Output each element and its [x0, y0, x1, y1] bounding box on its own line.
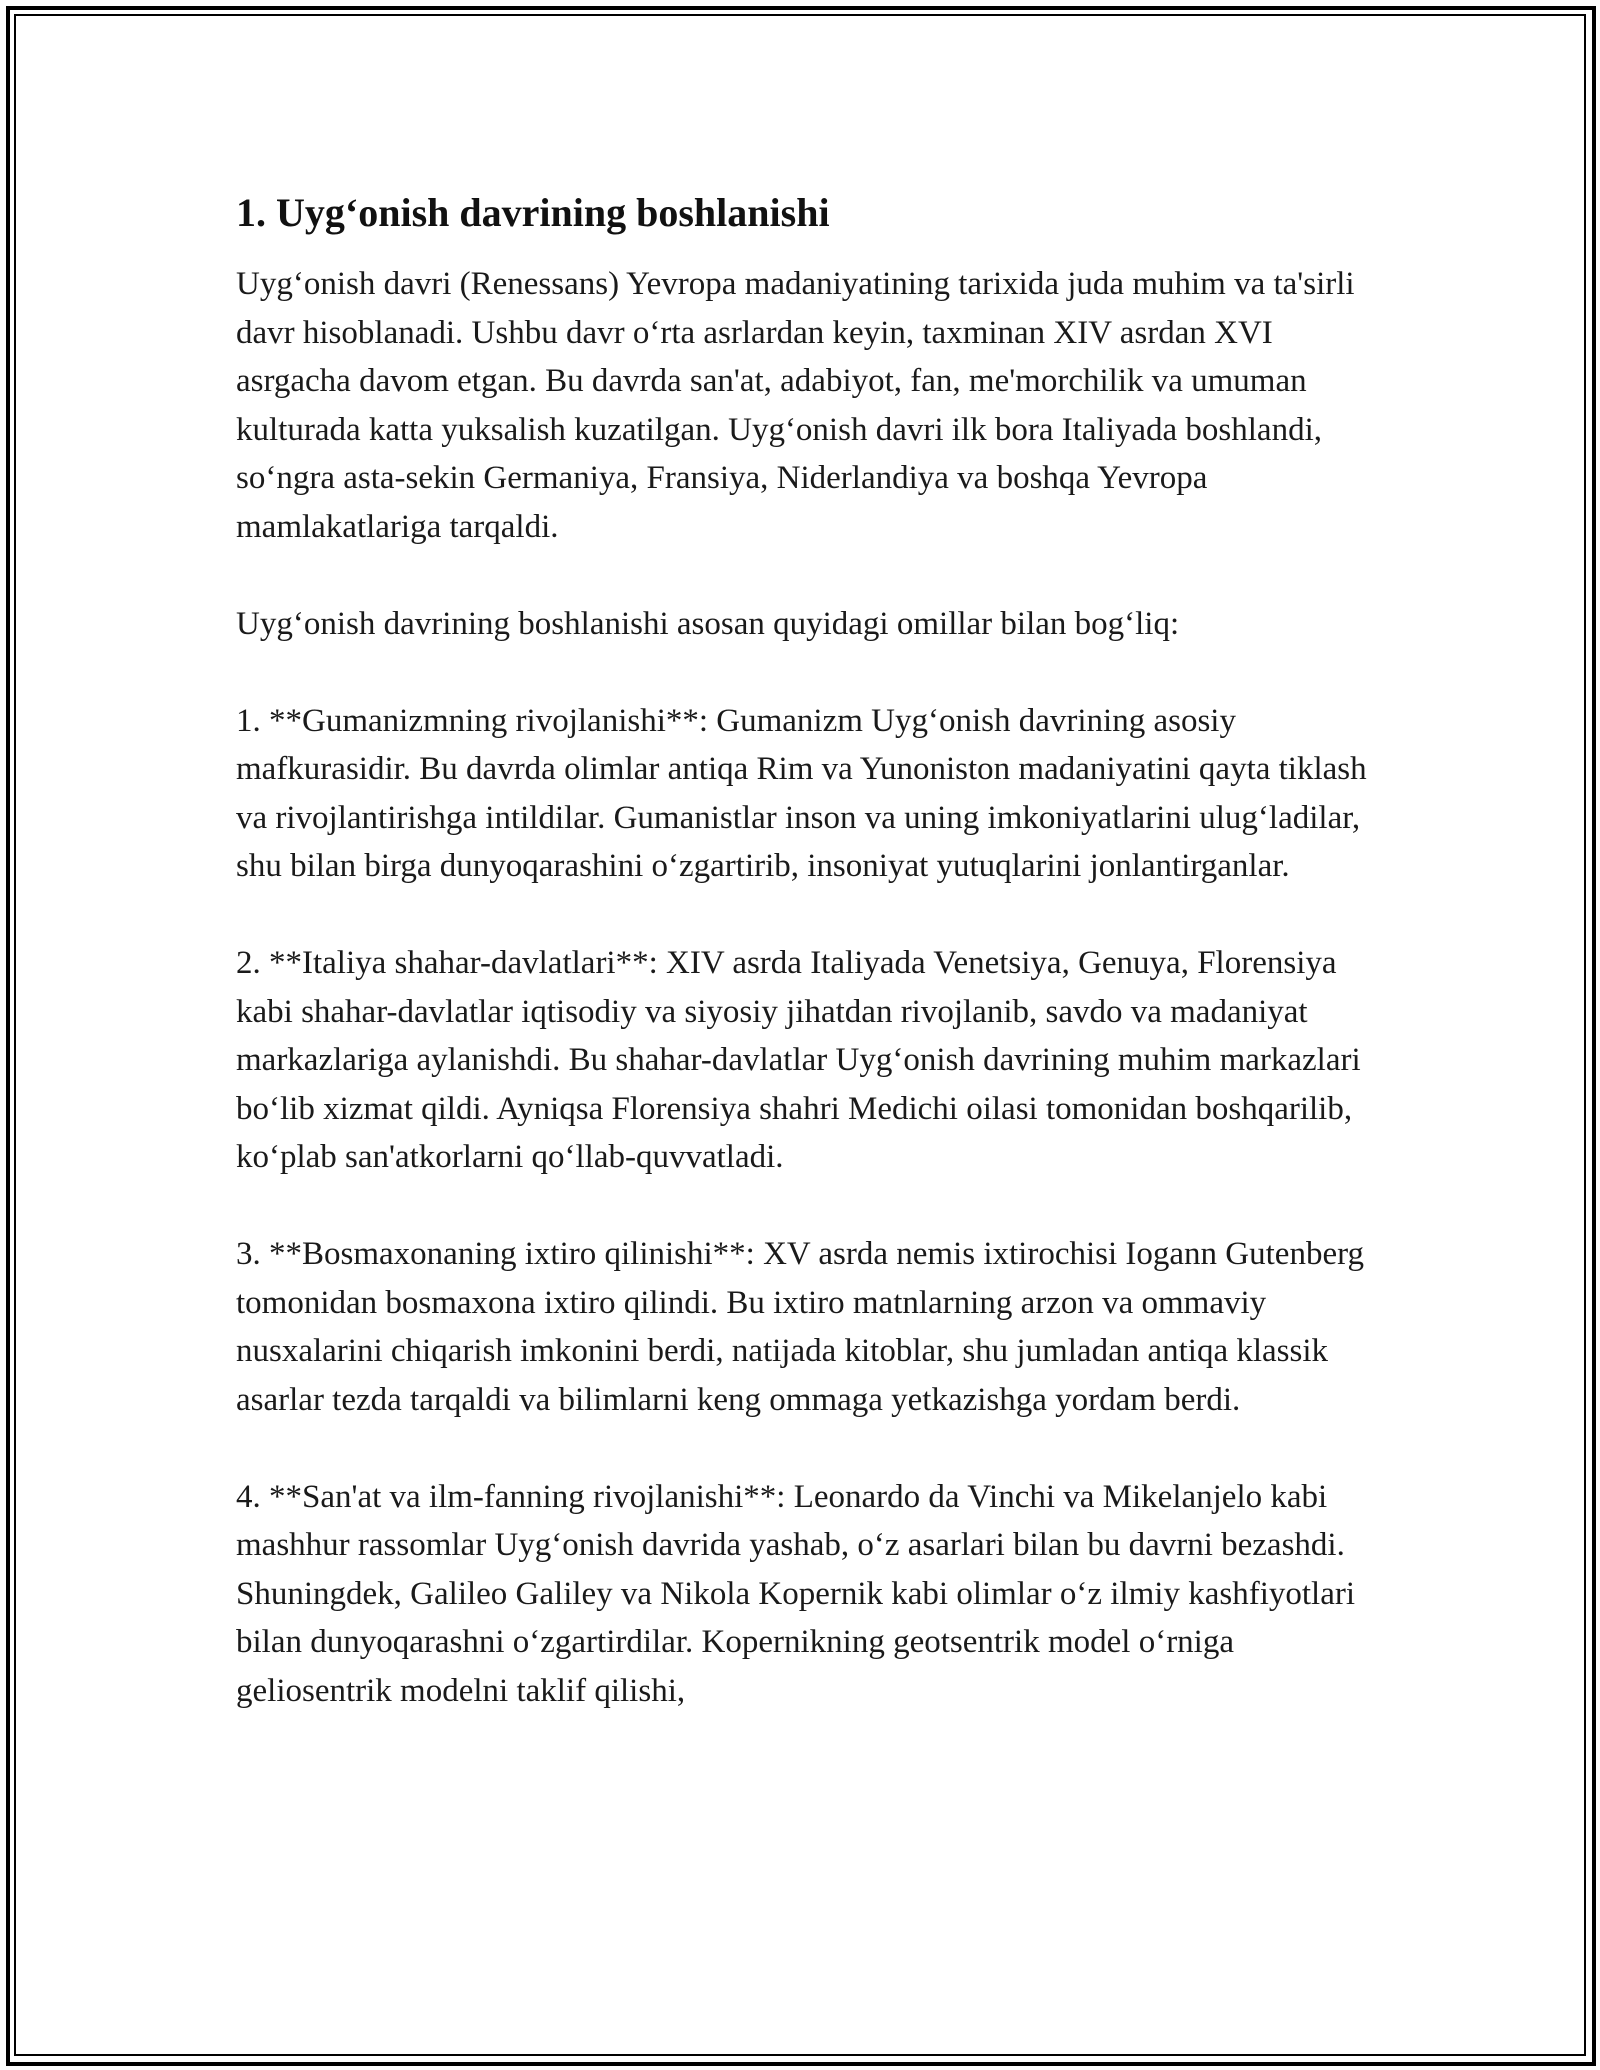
paragraph-city-states: 2. **Italiya shahar-davlatlari**: XIV asrda Italiyada Venetsiya, Genuya, Florensiya kabi shahar-davlatlar iqtisodiy va siyosiy jihatdan rivojlanib, savdo va madaniyat markazlariga aylanishdi. Bu shahar-davlatlar Uyg‘onish davrining muhim markazlari bo‘lib xizmat qildi. Ayniqsa Florensiya shahri Medichi oilasi tomonidan boshqarilib, ko‘plab san'atkorlarni qo‘llab-quvvatladi.	[236, 945, 1361, 1175]
document-body	[236, 188, 1376, 1764]
paragraph-factors-lead: Uyg‘onish davrining boshlanishi asosan quyidagi omillar bilan bog‘liq:	[236, 605, 1180, 642]
paragraph-printing-press: 3. **Bosmaxonaning ixtiro qilinishi**: XV asrda nemis ixtirochisi Iogann Gutenberg tomonidan bosmaxona ixtiro qilindi. Bu ixtiro matnlarning arzon va ommaviy nusxalarini chiqarish imkonini berdi, natijada kitoblar, shu jumladan antiqa klassik asarlar tezda tarqaldi va bilimlarni keng ommaga yetkazishga yordam berdi.	[236, 1236, 1364, 1418]
section-title: 1. Uyg‘onish davrining boshlanishi	[236, 190, 830, 235]
paragraph-intro: Uyg‘onish davri (Renessans) Yevropa madaniyatining tarixida juda muhim va ta'sirli davr hisoblanadi. Ushbu davr o‘rta asrlardan keyin, taxminan XIV asrdan XVI asrgacha davom etgan. Bu davrda san'at, adabiyot, fan, me'morchilik va umuman kulturada katta yuksalish kuzatilgan. Uyg‘onish davri ilk bora Italiyada boshlandi, so‘ngra asta-sekin Germaniya, Fransiya, Niderlandiya va boshqa Yevropa mamlakatlariga tarqaldi.	[236, 266, 1355, 545]
paragraph-humanism: 1. **Gumanizmning rivojlanishi**: Gumanizm Uyg‘onish davrining asosiy mafkurasidir. Bu davrda olimlar antiqa Rim va Yunoniston madaniyatini qayta tiklash va rivojlantirishga intildilar. Gumanistlar inson va uning imkoniyatlarini ulug‘ladilar, shu bilan birga dunyoqarashini o‘zgartirib, insoniyat yutuqlarini jonlantirganlar.	[236, 702, 1367, 884]
paragraph-art-science: 4. **San'at va ilm-fanning rivojlanishi**: Leonardo da Vinchi va Mikelanjelo kabi mashhur rassomlar Uyg‘onish davrida yashab, o‘z asarlari bilan bu davrni bezashdi. Shuningdek, Galileo Galiley va Nikola Kopernik kabi olimlar o‘z ilmiy kashfiyotlari bilan dunyoqarashni o‘zgartirdilar. Kopernikning geotsentrik model o‘rniga geliosentrik modelni taklif qilishi,	[236, 1478, 1356, 1709]
